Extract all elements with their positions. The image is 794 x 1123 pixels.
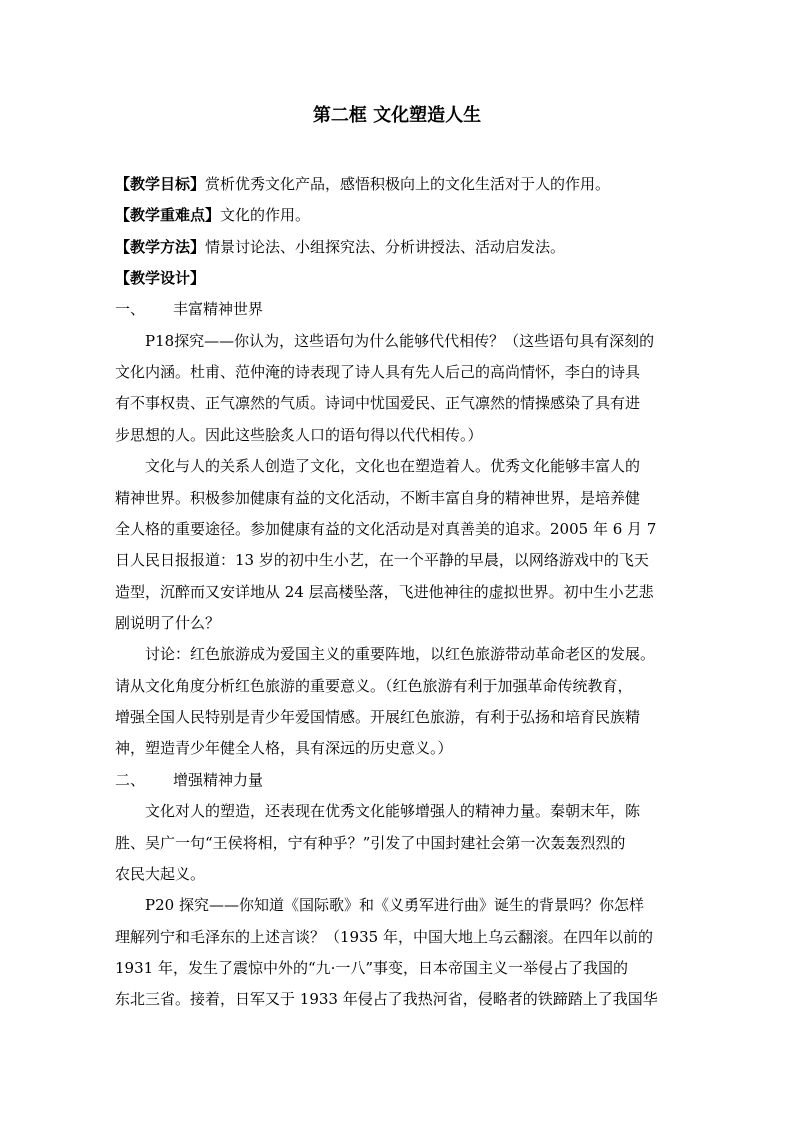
paragraph-line: 增强全国人民特别是青少年爱国情感。开展红色旅游，有利于弘扬和培育民族精	[115, 708, 641, 726]
paragraph-line: 文化与人的关系人创造了文化，文化也在塑造着人。优秀文化能够丰富人的	[145, 457, 641, 475]
design-label: 【教学设计】	[115, 269, 206, 287]
paragraph-line: 神，塑造青少年健全人格，具有深远的历史意义。）	[115, 739, 453, 757]
paragraph-line: 文化对人的塑造，还表现在优秀文化能够增强人的精神力量。秦朝末年，陈	[145, 802, 641, 820]
paragraph-line: 文化内涵。杜甫、范仲淹的诗表现了诗人具有先人后己的高尚情怀，李白的诗具	[115, 363, 641, 381]
key-points-line	[115, 204, 685, 226]
section-title: 增强精神力量	[173, 771, 264, 789]
paragraph-line: 步思想的人。因此这些脍炙人口的语句得以代代相传。）	[115, 426, 483, 444]
paragraph-line: 剧说明了什么？	[115, 614, 221, 632]
paragraph-line: 东北三省。接着，日军又于 1933 年侵占了我热河省，侵略者的铁蹄踏上了我国华	[115, 990, 658, 1008]
paragraph-line: 农民大起义。	[115, 865, 206, 883]
section-number: 二、	[115, 771, 146, 789]
paragraph-line: 讨论：红色旅游成为爱国主义的重要阵地，以红色旅游带动革命老区的发展。	[145, 645, 656, 663]
section-title: 丰富精神世界	[173, 300, 264, 318]
section-number: 一、	[115, 300, 146, 318]
paragraph-line: 胜、吴广一句“王侯将相，宁有种乎？”引发了中国封建社会第一次轰轰烈烈的	[115, 834, 626, 852]
paragraph-line: 日人民日报报道：13 岁的初中生小艺，在一个平静的早晨，以网络游戏中的飞天	[115, 551, 649, 569]
paragraph-line: 1931 年，发生了震惊中外的“九·一八”事变，日本帝国主义一举侵占了我国的	[115, 959, 629, 977]
page-title: 第二框 文化塑造人生	[312, 105, 482, 126]
section-heading-2	[115, 769, 685, 791]
section-heading-1	[115, 298, 685, 320]
methods-text: 情景讨论法、小组探究法、分析讲授法、活动启发法。	[205, 238, 566, 256]
paragraph-line: 请从文化角度分析红色旅游的重要意义。（红色旅游有利于加强革命传统教育，	[115, 677, 633, 695]
paragraph-line: 精神世界。积极参加健康有益的文化活动，不断丰富自身的精神世界，是培养健	[115, 489, 641, 507]
methods-label: 【教学方法】	[115, 238, 206, 256]
paragraph-line: 全人格的重要途径。参加健康有益的文化活动是对真善美的追求。2005 年 6 月 7	[115, 520, 657, 538]
objectives-line	[115, 173, 685, 195]
paragraph-line: 有不事权贵、正气凛然的气质。诗词中忧国爱民、正气凛然的情操感染了具有进	[115, 394, 641, 412]
paragraph-line: P18探究——你认为，这些语句为什么能够代代相传？（这些语句具有深刻的	[145, 332, 655, 350]
key-points-label: 【教学重难点】	[115, 206, 221, 224]
objectives-label: 【教学目标】	[115, 175, 206, 193]
methods-line	[115, 236, 685, 258]
paragraph-line: 理解列宁和毛泽东的上述言谈？（1935 年，中国大地上乌云翻滚。在四年以前的	[115, 928, 653, 946]
objectives-text: 赏析优秀文化产品，感悟积极向上的文化生活对于人的作用。	[205, 175, 611, 193]
paragraph-line: 造型，沉醉而又安详地从 24 层高楼坠落，飞进他神往的虚拟世界。初中生小艺悲	[115, 583, 654, 601]
key-points-text: 文化的作用。	[220, 206, 311, 224]
paragraph-line: P20 探究——你知道《国际歌》和《义勇军进行曲》诞生的背景吗？你怎样	[145, 896, 644, 914]
